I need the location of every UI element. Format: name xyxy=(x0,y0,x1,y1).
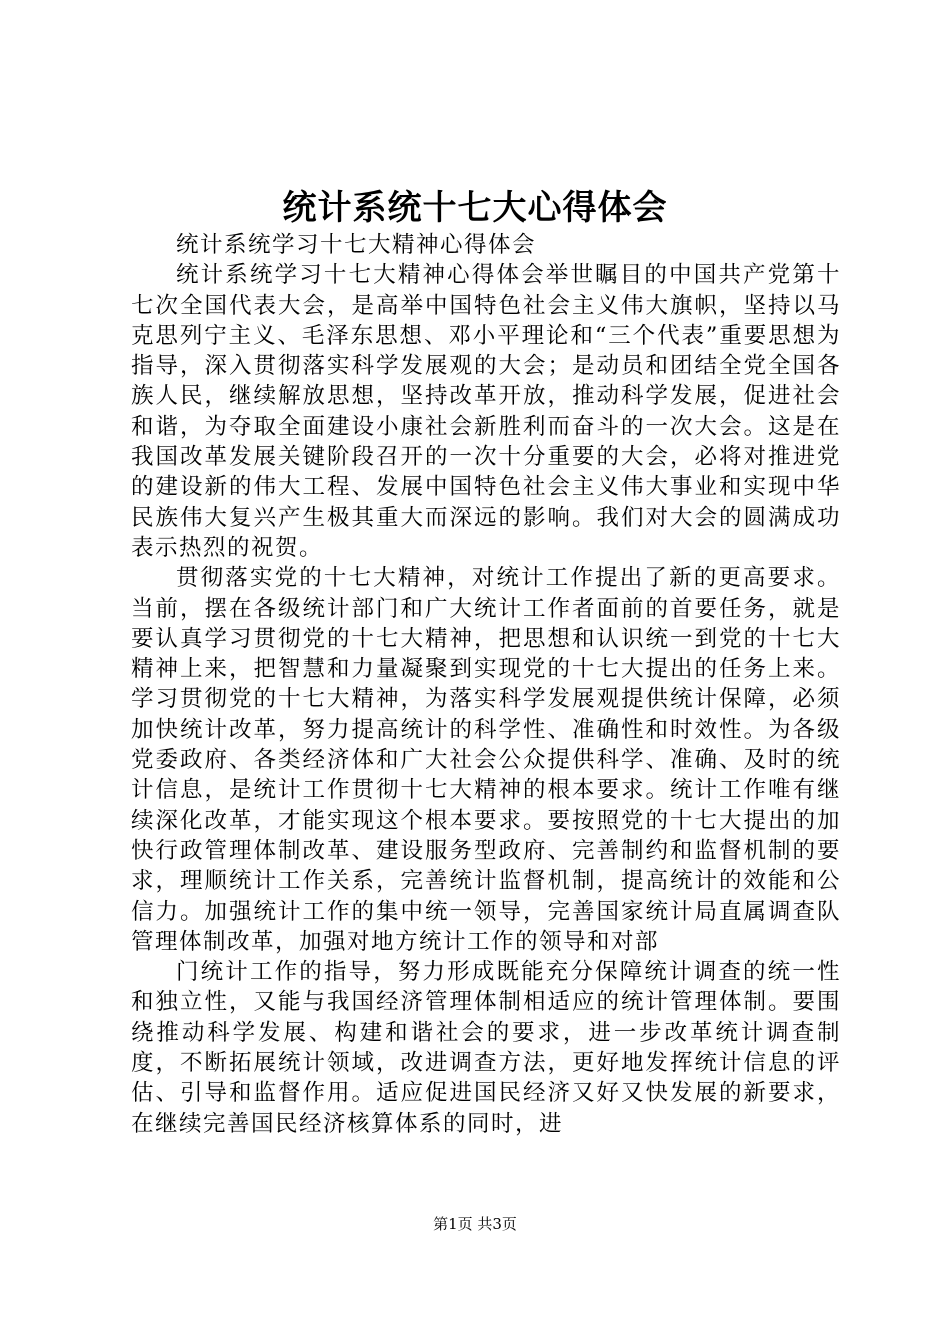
document-title: 统计系统十七大心得体会 xyxy=(282,188,668,228)
page-number-footer: 第1页 共3页 xyxy=(433,1215,517,1233)
paragraph: 贯彻落实党的十七大精神，对统计工作提出了新的更高要求。当前，摆在各级统计部门和广大统计工作者面前的首要任务，就是要认真学习贯彻党的十七大精神，把思想和认识统一到党的十七大精神上来，把智慧和力量凝聚到实现党的十七大提出的任务上来。学习贯彻党的十七大精神，为落实科学发展观提供统计保障，必须加快统计改革，努力提高统计的科学性、准确性和时效性。为各级党委政府、各类经济体和广大社会公众提供科学、准确、及时的统计信息，是统计工作贯彻十七大精神的根本要求。统计工作唯有继续深化改革，才能实现这个根本要求。要按照党的十七大提出的加快行政管理体制改革、建设服务型政府、完善制约和监督机制的要求，理顺统计工作关系，完善统计监督机制，提高统计的效能和公信力。加强统计工作的集中统一领导，完善国家统计局直属调查队管理体制改革，加强对地方统计工作的领导和对部 xyxy=(131,565,841,955)
paragraph-subtitle: 统计系统学习十七大精神心得体会 xyxy=(176,232,537,258)
paragraph: 统计系统学习十七大精神心得体会举世瞩目的中国共产党第十七次全国代表大会，是高举中国特色社会主义伟大旗帜，坚持以马克思列宁主义、毛泽东思想、邓小平理论和“三个代表”重要思想为指导，深入贯彻落实科学发展观的大会；是动员和团结全党全国各族人民，继续解放思想，坚持改革开放，推动科学发展，促进社会和谐，为夺取全面建设小康社会新胜利而奋斗的一次大会。这是在我国改革发展关键阶段召开的一次十分重要的大会，必将对推进党的建设新的伟大工程、发展中国特色社会主义伟大事业和实现中华民族伟大复兴产生极其重大而深远的影响。我们对大会的圆满成功表示热烈的祝贺。 xyxy=(131,262,841,561)
paragraph: 门统计工作的指导，努力形成既能充分保障统计调查的统一性和独立性，又能与我国经济管理体制相适应的统计管理体制。要围绕推动科学发展、构建和谐社会的要求，进一步改革统计调查制度，不断拓展统计领域，改进调查方法，更好地发挥统计信息的评估、引导和监督作用。适应促进国民经济又好又快发展的新要求，在继续完善国民经济核算体系的同时，进 xyxy=(131,959,841,1137)
document-body xyxy=(131,230,841,1139)
